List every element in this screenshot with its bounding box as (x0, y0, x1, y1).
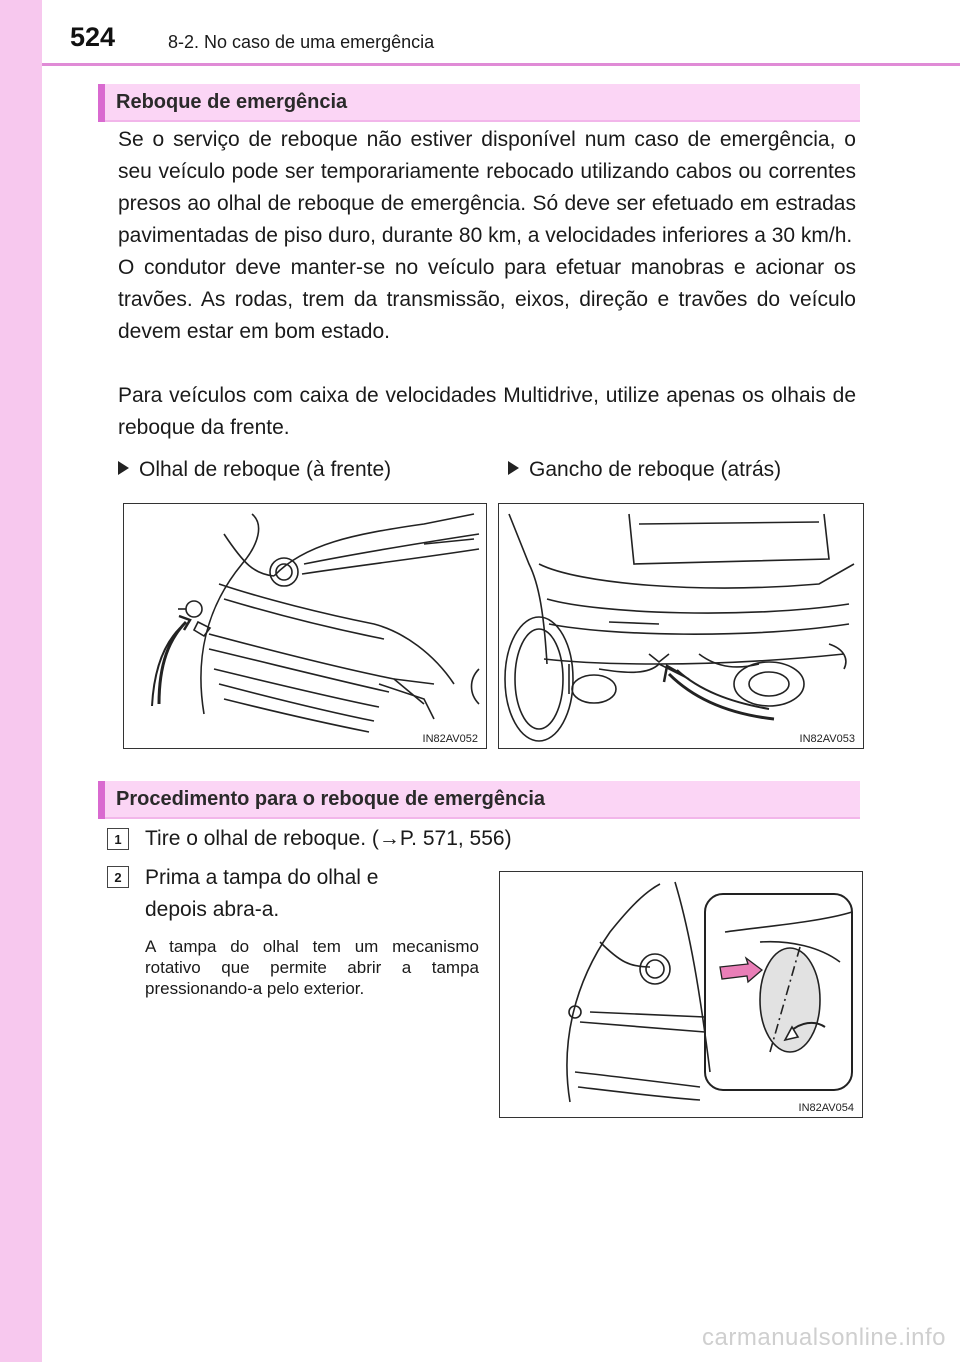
front-figure-caption (118, 458, 391, 482)
section-heading-reboque (98, 84, 860, 122)
chapter-title: 8-2. No caso de uma emergência (168, 32, 435, 52)
intro-paragraph-part2: O condutor deve manter-se no veículo para efetuar manobras e acionar os travões. As rodas, trem da transmissão, eixos, direção e travões do veículo devem estar em bom estado. (118, 256, 856, 343)
figure-code-rear: IN82AV053 (799, 733, 855, 745)
step-number-badge: 2 (107, 866, 129, 888)
figure-code-cover: IN82AV054 (798, 1102, 854, 1114)
page-header (42, 0, 960, 62)
section-title: Reboque de emergência (116, 91, 348, 113)
rear-figure-caption (508, 458, 781, 482)
section-heading-procedimento (98, 781, 860, 819)
step-number-badge: 1 (107, 828, 129, 850)
front-caption-text: Olhal de reboque (à frente) (139, 458, 392, 481)
rear-caption-text: Gancho de reboque (atrás) (529, 458, 782, 481)
header-divider (42, 63, 960, 66)
rear-towing-hook-illustration (498, 503, 864, 749)
multidrive-paragraph (118, 380, 856, 444)
triangle-bullet-icon (118, 461, 129, 475)
multidrive-text: Para veículos com caixa de velocidades Multidrive, utilize apenas os olhais de reboque da frente. (118, 384, 856, 439)
side-color-strip (0, 0, 42, 1362)
front-towing-eyelet-illustration (123, 503, 487, 749)
page-number: 524 (70, 22, 116, 52)
triangle-bullet-icon (508, 461, 519, 475)
section-accent-bar (98, 781, 105, 819)
intro-paragraph (118, 124, 856, 348)
step-2-text: Prima a tampa do olhal e depois abra-a. (145, 866, 379, 921)
figure-code-front: IN82AV052 (422, 733, 478, 745)
step-2-note: A tampa do olhal tem um mecanismo rotativo que permite abrir a tampa pressionando-a pelo exterior. (145, 937, 479, 998)
section-accent-bar (98, 84, 105, 122)
section-title: Procedimento para o reboque de emergência (116, 788, 546, 810)
eyelet-cover-illustration (499, 871, 863, 1118)
watermark-text: carmanualsonline.info (702, 1324, 946, 1351)
intro-paragraph-part1: Se o serviço de reboque não estiver disponível num caso de emergência, o seu veículo pode ser temporariamente rebocado utilizando cabos ou correntes presos ao olhal de reboque de emergência. Só deve ser efetuado em estradas pavimentadas de piso duro, durante 80 km, a velocidades inferiores a 30 km/h. (118, 128, 856, 247)
step-1-text: Tire o olhal de reboque. (→P. 571, 556) (145, 827, 512, 850)
